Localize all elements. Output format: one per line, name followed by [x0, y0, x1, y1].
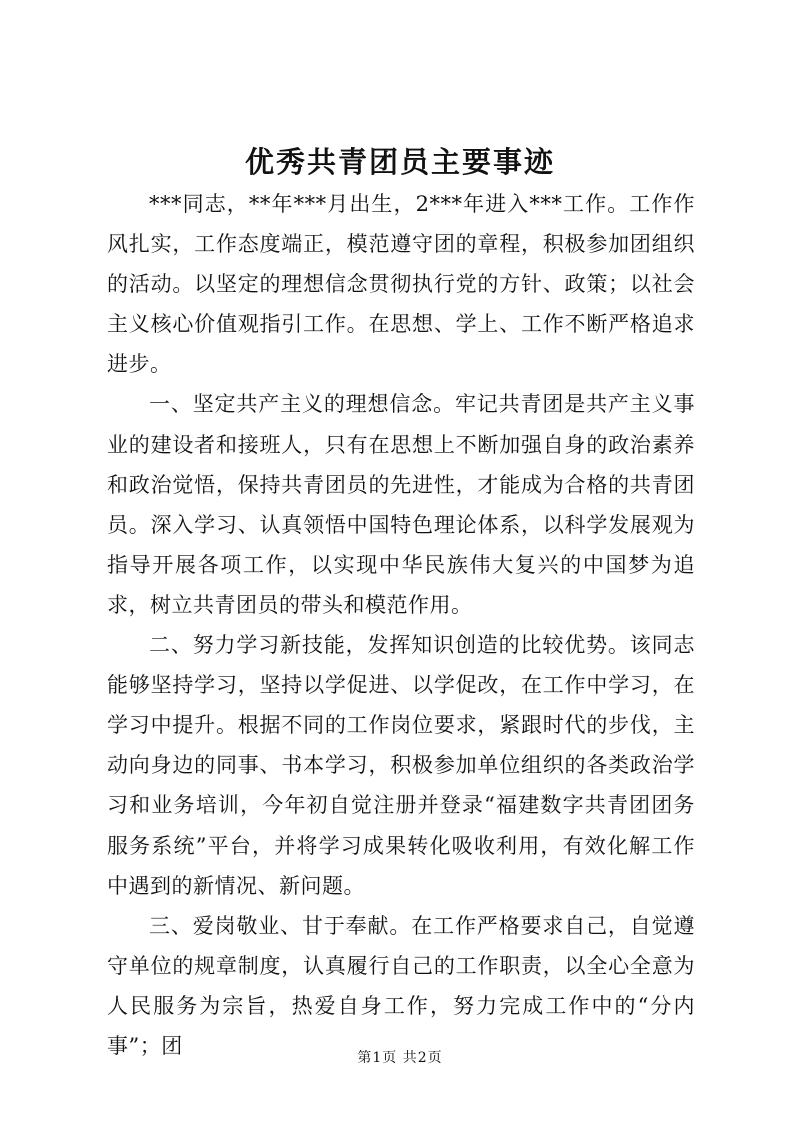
- paragraph-intro: ***同志，**年***月出生，2***年进入***工作。工作作风扎实，工作态度端正，模范遵守团的章程，积极参加团组织的活动。以坚定的理想信念贯彻执行党的方针、政策；以社会主义核心价值观指引工作。在思想、学上、工作不断严格追求进步。: [107, 192, 695, 377]
- paragraph-section-2: 二、努力学习新技能，发挥知识创造的比较优势。该同志能够坚持学习，坚持以学促进、以学促改，在工作中学习，在学习中提升。根据不同的工作岗位要求，紧跟时代的步伐，主动向身边的同事、书本学习，积极参加单位组织的各类政治学习和业务培训，今年初自觉注册并登录“福建数字共青团团务服务系统”平台，并将学习成果转化吸收利用，有效化解工作中遇到的新情况、新问题。: [107, 633, 695, 898]
- paragraph-section-3: 三、爱岗敬业、甘于奉献。在工作严格要求自己，自觉遵守单位的规章制度，认真履行自己的工作职责，以全心全意为人民服务为宗旨，热爱自身工作，努力完成工作中的“分内事”；团: [107, 913, 695, 1058]
- document-title: 优秀共青团员主要事迹: [244, 145, 555, 179]
- document-body: [107, 184, 695, 1066]
- paragraph-section-1: 一、坚定共产主义的理想信念。牢记共青团是共产主义事业的建设者和接班人，只有在思想上不断加强自身的政治素养和政治觉悟，保持共青团员的先进性，才能成为合格的共青团员。深入学习、认真领悟中国特色理论体系，以科学发展观为指导开展各项工作，以实现中华民族伟大复兴的中国梦为追求，树立共青团员的带头和模范作用。: [107, 392, 695, 617]
- page-number-footer: 第1页 共2页: [357, 1050, 443, 1066]
